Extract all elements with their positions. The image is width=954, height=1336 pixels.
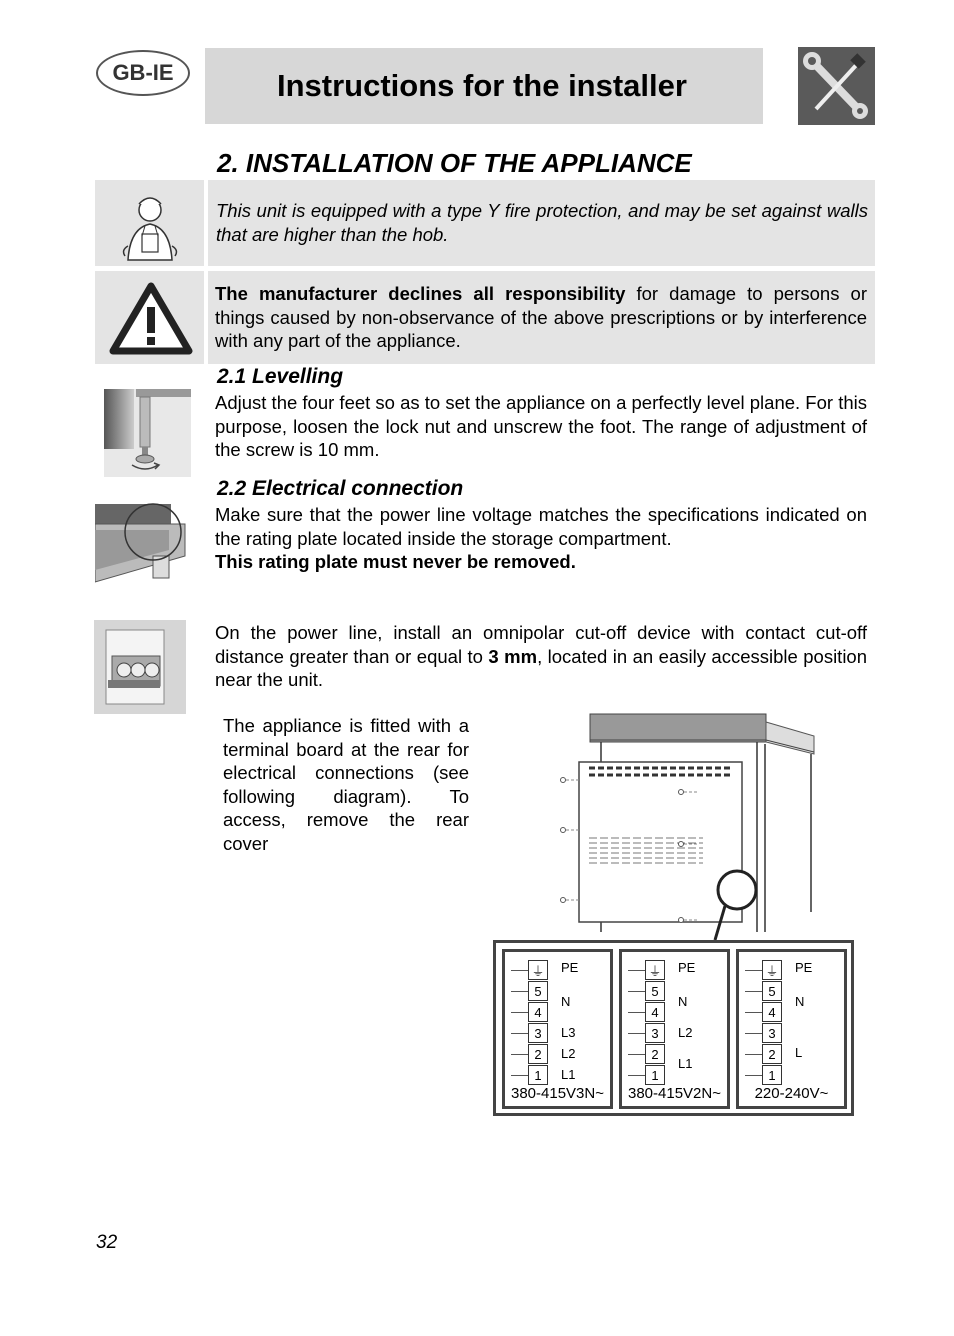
appliance-rear-drawing (493, 712, 854, 942)
earth-icon: ⏚ (762, 960, 782, 980)
cutoff-text-b: , located in an easily accessible position near the unit. (215, 645, 868, 690)
terminal-3: 3 (762, 1023, 782, 1043)
terminal-4: 4 (762, 1002, 782, 1022)
terminal-5: 5 (762, 981, 782, 1001)
fire-protection-note (208, 180, 875, 266)
terminal-2: 2 (528, 1044, 548, 1064)
label-l2: L2 (678, 1025, 693, 1040)
levelling-heading: 2.1 Levelling (217, 365, 344, 388)
terminal-board-text: The appliance is fitted with a terminal board at the rear for electrical connections (see following diagram). To access, remove the rear cover (223, 715, 469, 854)
warning-text (215, 282, 867, 353)
terminal-board-3n (502, 949, 613, 1109)
earth-icon: ⏚ (528, 960, 548, 980)
terminal-1: 1 (645, 1065, 665, 1085)
terminal-4: 4 (528, 1002, 548, 1022)
levelling-foot-icon (104, 389, 191, 477)
cutoff-distance: 3 mm (488, 645, 538, 667)
warning-bold: The manufacturer declines all responsibility (215, 283, 626, 304)
rating-plate-warning: This rating plate must never be removed. (215, 551, 576, 572)
label-n: N (795, 994, 805, 1009)
label-l1: L1 (678, 1056, 693, 1071)
header-bar (205, 48, 763, 124)
terminal-5: 5 (645, 981, 665, 1001)
cutoff-text (215, 621, 867, 692)
badge-label: GB-IE (112, 60, 174, 85)
warning-note (208, 271, 875, 364)
label-l2: L2 (561, 1046, 576, 1061)
wrench-screwdriver-icon (798, 47, 875, 125)
board-caption: 220-240V~ (754, 1085, 829, 1102)
terminal-1: 1 (762, 1065, 782, 1085)
terminal-3: 3 (645, 1023, 665, 1043)
terminal-2: 2 (762, 1044, 782, 1064)
label-l1: L1 (561, 1067, 576, 1082)
terminal-5: 5 (528, 981, 548, 1001)
label-n: N (678, 994, 688, 1009)
cutoff-text-a: On the power line, install an omnipolar cut-off device with contact cut-off distance greater than or equal to (215, 622, 867, 667)
terminal-1: 1 (528, 1065, 548, 1085)
terminal-board-diagram (493, 940, 854, 1116)
cutoff-switch-icon (94, 620, 186, 714)
terminal-3: 3 (528, 1023, 548, 1043)
terminal-board-single-phase (736, 949, 847, 1109)
storage-compartment-icon (95, 500, 187, 583)
warning-icon (95, 271, 204, 364)
label-n: N (561, 994, 571, 1009)
page-number: 32 (96, 1232, 118, 1253)
fire-protection-text: This unit is equipped with a type Y fire protection, and may be set against walls that are higher than the hob. (216, 200, 868, 245)
levelling-text: Adjust the four feet so as to set the appliance on a perfectly level plane. For this purpose, loosen the lock nut and unscrew the foot. The range of adjustment of the screw is 10 mm. (215, 392, 867, 460)
terminal-2: 2 (645, 1044, 665, 1064)
board-caption: 380-415V3N~ (511, 1085, 604, 1102)
warning-rest: for damage to persons or things caused by non-observance of the above prescriptions or by interference with any part of the appliance. (215, 283, 868, 351)
voltage-text: Make sure that the power line voltage matches the specifications indicated on the rating plate located inside the storage compartment. (215, 504, 867, 549)
terminal-board-2n (619, 949, 730, 1109)
region-badge (96, 50, 190, 96)
label-pe: PE (678, 960, 696, 975)
section-title: 2. INSTALLATION OF THE APPLIANCE (217, 148, 692, 178)
earth-icon: ⏚ (645, 960, 665, 980)
electrical-text (215, 503, 867, 574)
installer-icon (95, 180, 204, 266)
label-l: L (795, 1045, 803, 1060)
electrical-heading: 2.2 Electrical connection (217, 477, 464, 500)
label-pe: PE (795, 960, 813, 975)
label-pe: PE (561, 960, 579, 975)
page-title: Instructions for the installer (277, 68, 687, 103)
label-l3: L3 (561, 1025, 576, 1040)
board-caption: 380-415V2N~ (628, 1085, 721, 1102)
terminal-4: 4 (645, 1002, 665, 1022)
